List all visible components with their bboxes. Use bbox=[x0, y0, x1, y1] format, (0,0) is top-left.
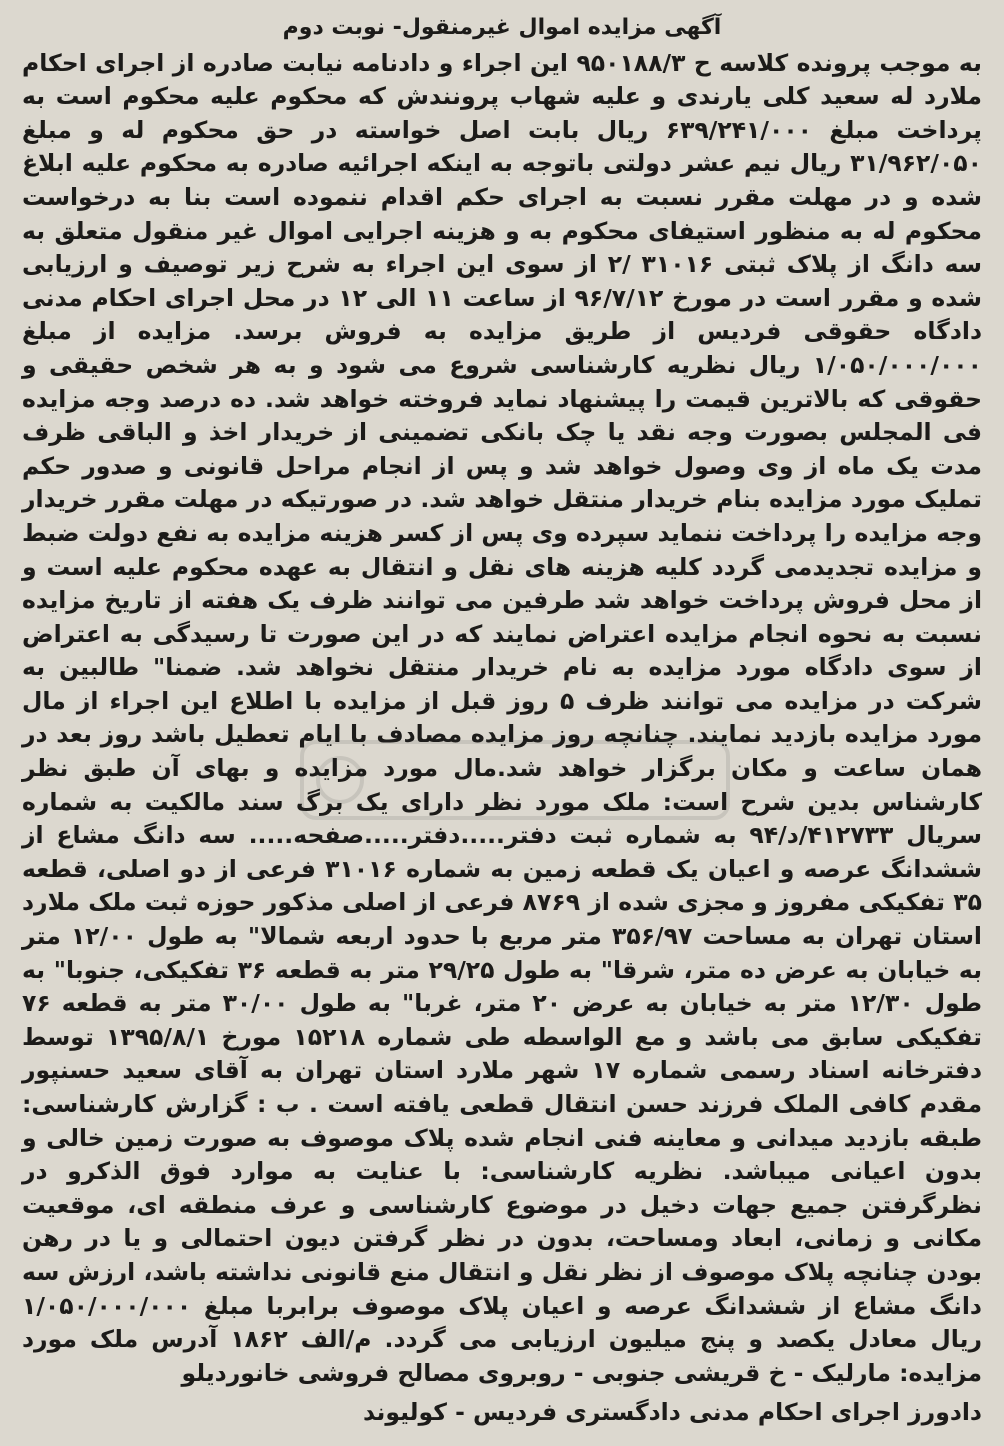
notice-title: آگهی مزایده اموال غیرمنقول- نوبت دوم bbox=[282, 15, 722, 40]
notice-signature: دادورز اجرای احکام مدنی دادگستری فردیس - کولیوند bbox=[362, 1398, 982, 1427]
notice-body: به موجب پرونده کلاسه ح ۹۵۰۱۸۸/۳ این اجراء و دادنامه نیابت صادره از اجرای احکام ملارد له سعید کلی یارندی و علیه شهاب پرونندش که محکوم علیه محکوم است به پرداخت مبلغ ۶۳۹/۲۴۱/۰۰۰ ریال بابت اصل خواسته در حق محکوم له و مبلغ ۳۱/۹۶۲/۰۵۰ ریال نیم عشر دولتی باتوجه به اینکه اجرائیه صادره به محکوم علیه ابلاغ شده و در مهلت مقرر نسبت به اجرای حکم اقدام ننموده است بنا به درخواست محکوم له به منظور استیفای محکوم به و هزینه اجرایی اموال غیر منقول متعلق به سه دانگ از پلاک ثبتی ۳۱۰۱۶ /۲ از سوی این اجراء به شرح زیر توصیف و ارزیابی شده و مقرر است در مورخ ۹۶/۷/۱۲ از ساعت ۱۱ الی ۱۲ در محل اجرای احکام مدنی دادگاه حقوقی فردیس از طریق مزایده به فروش برسد. مزایده از مبلغ ۱/۰۵۰/۰۰۰/۰۰۰ ریال نظریه کارشناسی شروع می شود و به هر شخص حقیقی و حقوقی که بالاترین قیمت را پیشنهاد نماید فروخته خواهد شد. ده درصد وجه مزایده فی المجلس بصورت وجه نقد یا چک بانکی تضمینی از خریدار اخذ و الباقی ظرف مدت یک ماه از وی وصول خواهد شد و پس از انجام مراحل قانونی و صدور حکم تملیک مورد مزایده بنام خریدار منتقل خواهد شد. در صورتیکه در مهلت مقرر خریدار وجه مزایده را پرداخت ننماید سپرده وی پس از کسر هزینه مزایده به نفع دولت ضبط و مزایده تجدیدمی گردد کلیه هزینه های نقل و انتقال به عهده محکوم علیه است و از محل فروش پرداخت خواهد شد طرفین می توانند ظرف یک هفته از تاریخ مزایده نسبت به نحوه انجام مزایده اعتراض نمایند که در این صورت تا رسیدگی به اعتراض از سوی دادگاه مورد مزایده به نام خریدار منتقل نخواهد شد. ضمنا" طالبین به شرکت در مزایده می توانند ظرف ۵ روز قبل از مزایده با اطلاع این اجراء از مال مورد مزایده بازدید نمایند. چنانچه روز مزایده مصادف با ایام تعطیل باشد روز بعد در همان ساعت و مکان برگزار خواهد شد.مال مورد مزایده و بهای آن طبق نظر کارشناس بدین شرح است: ملک مورد نظر دارای یک برگ سند مالکیت به شماره سریال ۴۱۲۷۳۳/د/۹۴ به شماره ثبت دفتر.....دفتر.....صفحه..... سه دانگ مشاع از ششدانگ عرصه و اعیان یک قطعه زمین به شماره ۳۱۰۱۶ فرعی از دو اصلی، قطعه ۳۵ تفکیکی مفروز و مجزی شده از ۸۷۶۹ فرعی از اصلی مذکور حوزه ثبت ملک ملارد استان تهران به مساحت ۳۵۶/۹۷ متر مربع با حدود اربعه شمالا" به طول ۱۲/۰۰ متر به خیابان به عرض ده متر، شرقا" به طول ۲۹/۲۵ متر به قطعه ۳۶ تفکیکی، جنوبا" به طول ۱۲/۳۰ متر به خیابان به عرض ۲۰ متر، غربا" به طول ۳۰/۰۰ متر به قطعه ۷۶ تفکیکی سابق می باشد و مع الواسطه طی شماره ۱۵۲۱۸ مورخ ۱۳۹۵/۸/۱ توسط دفترخانه اسناد رسمی شماره ۱۷ شهر ملارد استان تهران به آقای سعید حسنپور مقدم کافی الملک فرزند حسن انتقال قطعی یافته است . ب : گزارش کارشناسی: طبقه بازدید میدانی و معاینه فنی انجام شده پلاک موصوف به صورت زمین خالی و بدون اعیانی میباشد. نظریه کارشناسی: با عنایت به موارد فوق الذکرو در نظرگرفتن جمیع جهات دخیل در موضوع کارشناسی و عرف منطقه ای، موقعیت مکانی و زمانی، ابعاد ومساحت، بدون در نظر گرفتن دیون احتمالی و یا در رهن بودن چنانچه پلاک موصوف از نظر نقل و انتقال منع قانونی نداشته باشد، ارزش سه دانگ مشاع از ششدانگ عرصه و اعیان پلاک موصوف برابربا مبلغ ۱/۰۵۰/۰۰۰/۰۰۰ ریال معادل یکصد و پنج میلیون ارزیابی می گردد. م/الف ۱۸۶۲ آدرس ملک مورد مزایده: مارلیک - خ قریشی جنوبی - روبروی مصالح فروشی خانوردیلو bbox=[22, 48, 983, 1387]
